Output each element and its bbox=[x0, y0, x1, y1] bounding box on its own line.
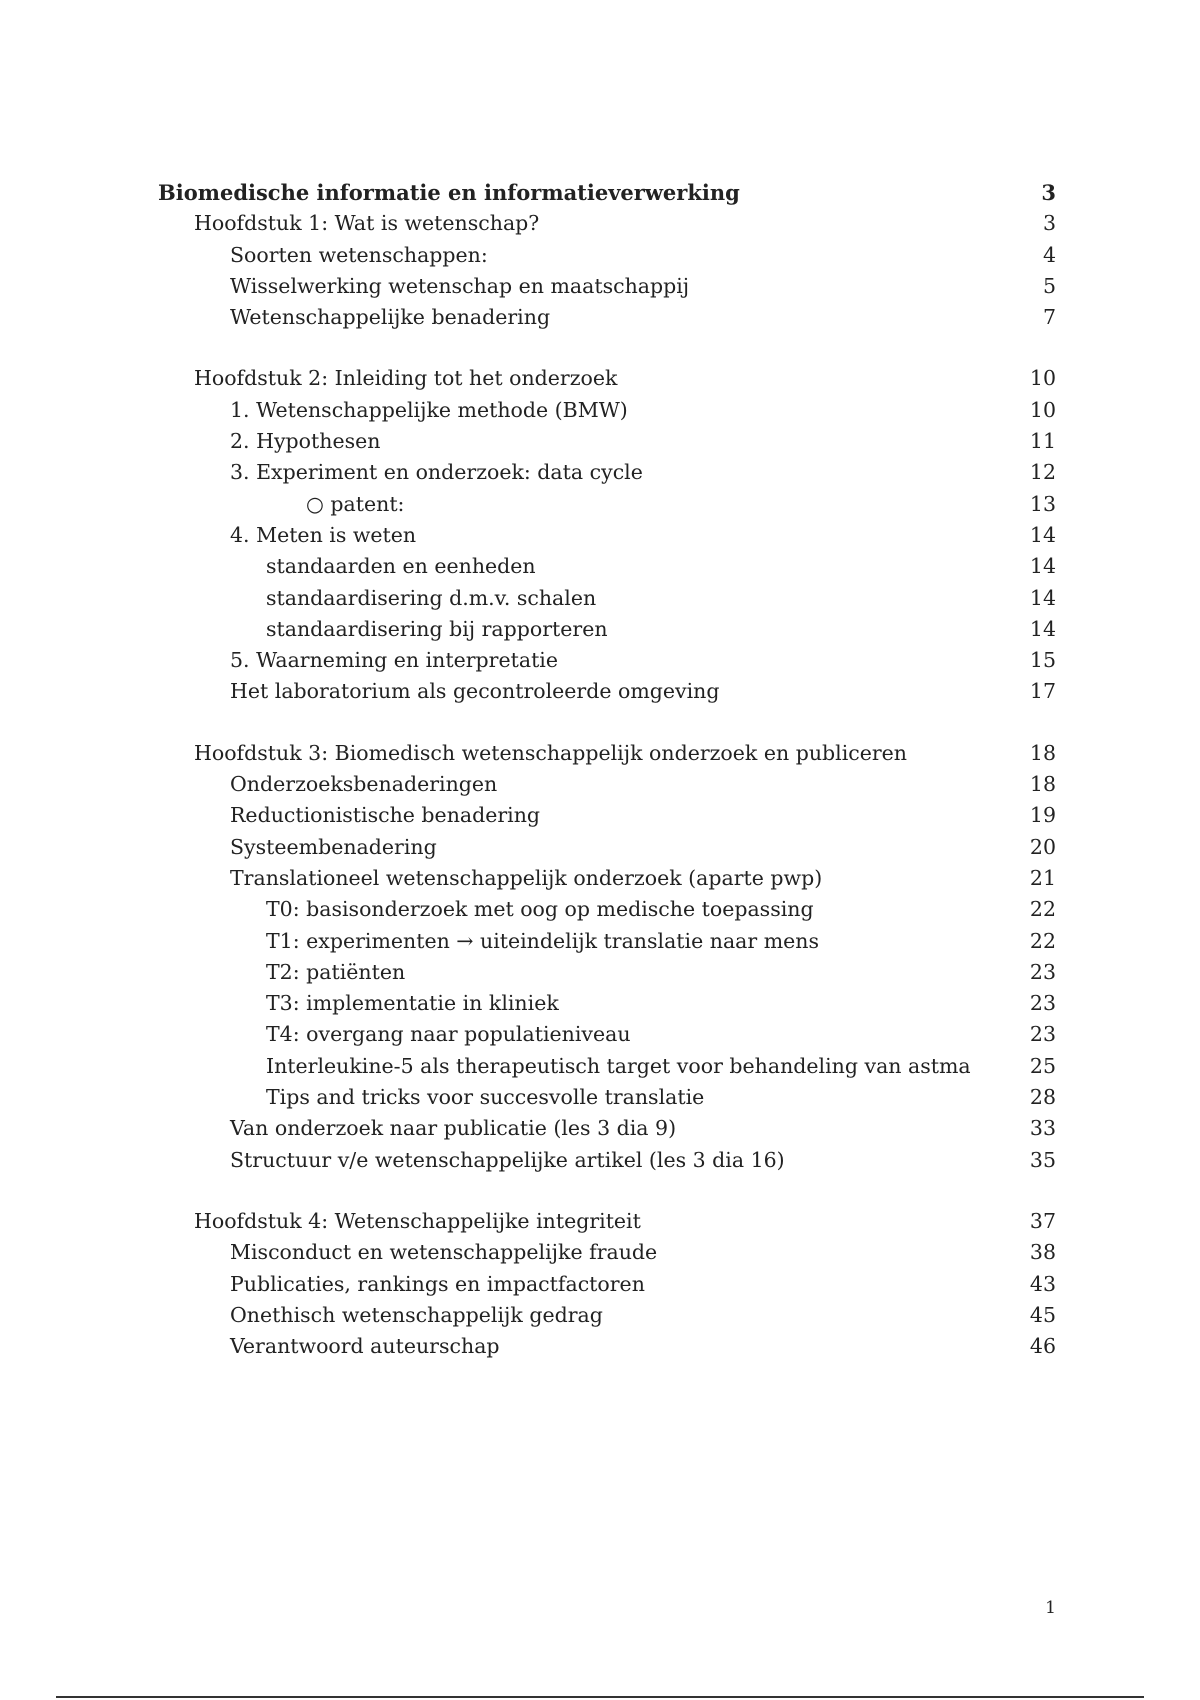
toc-entry-label: Onderzoeksbenaderingen bbox=[230, 772, 498, 797]
toc-entry-label: Het laboratorium als gecontroleerde omgeving bbox=[230, 679, 720, 704]
toc-entry-label: T1: experimenten → uiteindelijk translatie naar mens bbox=[266, 928, 820, 953]
toc-entry-page: 3 bbox=[1041, 180, 1056, 205]
toc-entry-page: 15 bbox=[1029, 648, 1056, 673]
toc-entry-subsection[interactable] bbox=[158, 1082, 1056, 1113]
toc-entry-part[interactable] bbox=[158, 177, 1056, 208]
toc-entry-label: T4: overgang naar populatieniveau bbox=[266, 1022, 631, 1047]
toc-entry-label: Translationeel wetenschappelijk onderzoek (aparte pwp) bbox=[230, 865, 823, 890]
toc-entry-label: standaardisering bij rapporteren bbox=[266, 616, 608, 641]
toc-entry-section[interactable] bbox=[158, 1145, 1056, 1176]
toc-entry-section[interactable] bbox=[158, 645, 1056, 676]
toc-entry-label: 3. Experiment en onderzoek: data cycle bbox=[230, 460, 643, 485]
toc-entry-subsection[interactable] bbox=[158, 926, 1056, 957]
toc-entry-label: Hoofdstuk 4: Wetenschappelijke integriteit bbox=[194, 1208, 641, 1233]
toc-entry-page: 18 bbox=[1029, 772, 1056, 797]
toc-entry-page: 33 bbox=[1029, 1116, 1056, 1141]
toc-entry-label: Verantwoord auteurschap bbox=[230, 1334, 500, 1359]
toc-entry-page: 22 bbox=[1029, 928, 1056, 953]
toc-entry-section[interactable] bbox=[158, 1237, 1056, 1268]
toc-entry-page: 13 bbox=[1029, 491, 1056, 516]
toc-entry-label: Hoofdstuk 3: Biomedisch wetenschappelijk onderzoek en publiceren bbox=[194, 740, 908, 765]
toc-entry-label: T3: implementatie in kliniek bbox=[266, 991, 559, 1016]
toc-entry-page: 4 bbox=[1042, 242, 1056, 267]
toc-entry-subsection[interactable] bbox=[158, 1019, 1056, 1050]
toc-entry-subsection[interactable] bbox=[158, 583, 1056, 614]
toc-entry-page: 19 bbox=[1029, 803, 1056, 828]
toc-entry-page: 22 bbox=[1029, 897, 1056, 922]
toc-entry-subsection[interactable] bbox=[158, 614, 1056, 645]
toc-entry-subsection[interactable] bbox=[158, 957, 1056, 988]
toc-entry-subsection[interactable] bbox=[158, 1051, 1056, 1082]
toc-entry-page: 17 bbox=[1029, 679, 1056, 704]
toc-entry-section[interactable] bbox=[158, 1300, 1056, 1331]
toc-entry-section[interactable] bbox=[158, 302, 1056, 333]
toc-entry-section[interactable] bbox=[158, 832, 1056, 863]
toc-entry-page: 10 bbox=[1029, 366, 1056, 391]
toc-entry-page: 3 bbox=[1042, 211, 1056, 236]
toc-entry-label: 2. Hypothesen bbox=[230, 429, 381, 454]
toc-entry-section[interactable] bbox=[158, 769, 1056, 800]
toc-entry-label: Hoofdstuk 2: Inleiding tot het onderzoek bbox=[194, 366, 618, 391]
toc-entry-label: Soorten wetenschappen: bbox=[230, 242, 488, 267]
toc-entry-chapter[interactable] bbox=[158, 738, 1056, 769]
toc-entry-page: 23 bbox=[1029, 959, 1056, 984]
toc-entry-page: 23 bbox=[1029, 991, 1056, 1016]
toc-entry-bullet[interactable] bbox=[158, 489, 1056, 520]
toc-entry-label: Reductionistische benadering bbox=[230, 803, 541, 828]
toc-entry-section[interactable] bbox=[158, 676, 1056, 707]
toc-entry-subsection[interactable] bbox=[158, 988, 1056, 1019]
toc-entry-page: 12 bbox=[1029, 460, 1056, 485]
toc-entry-subsection[interactable] bbox=[158, 551, 1056, 582]
toc-entry-page: 25 bbox=[1029, 1053, 1056, 1078]
toc-entry-page: 28 bbox=[1029, 1085, 1056, 1110]
toc-entry-section[interactable] bbox=[158, 520, 1056, 551]
toc-entry-subsection[interactable] bbox=[158, 894, 1056, 925]
toc-entry-page: 7 bbox=[1042, 305, 1056, 330]
toc-entry-label: Wisselwerking wetenschap en maatschappij bbox=[230, 273, 690, 298]
toc-entry-label: Hoofdstuk 1: Wat is wetenschap? bbox=[194, 211, 540, 236]
toc-entry-label: 5. Waarneming en interpretatie bbox=[230, 648, 558, 673]
page-number: 1 bbox=[1045, 1598, 1056, 1618]
toc-entry-page: 46 bbox=[1029, 1334, 1056, 1359]
toc-entry-page: 14 bbox=[1029, 522, 1056, 547]
toc-entry-label: ○ patent: bbox=[306, 491, 405, 516]
toc-entry-page: 14 bbox=[1029, 554, 1056, 579]
toc-entry-label: standaarden en eenheden bbox=[266, 554, 536, 579]
toc-entry-section[interactable] bbox=[158, 395, 1056, 426]
toc-entry-label: standaardisering d.m.v. schalen bbox=[266, 585, 597, 610]
toc-entry-label: Onethisch wetenschappelijk gedrag bbox=[230, 1302, 603, 1327]
toc-entry-label: Publicaties, rankings en impactfactoren bbox=[230, 1271, 645, 1296]
toc-entry-page: 35 bbox=[1029, 1147, 1056, 1172]
toc-entry-label: T2: patiënten bbox=[266, 959, 406, 984]
toc-entry-label: Tips and tricks voor succesvolle translatie bbox=[266, 1085, 705, 1110]
toc-entry-label: Systeembenadering bbox=[230, 834, 437, 859]
toc-entry-section[interactable] bbox=[158, 426, 1056, 457]
toc-entry-page: 14 bbox=[1029, 585, 1056, 610]
toc-entry-label: Wetenschappelijke benadering bbox=[230, 305, 551, 330]
toc-entry-label: Structuur v/e wetenschappelijke artikel (les 3 dia 16) bbox=[230, 1147, 785, 1172]
toc-entry-page: 45 bbox=[1029, 1302, 1056, 1327]
toc-entry-page: 21 bbox=[1029, 865, 1056, 890]
toc-entry-section[interactable] bbox=[158, 800, 1056, 831]
toc-entry-section[interactable] bbox=[158, 240, 1056, 271]
toc-entry-label: T0: basisonderzoek met oog op medische toepassing bbox=[266, 897, 814, 922]
toc-entry-section[interactable] bbox=[158, 863, 1056, 894]
toc-entry-page: 18 bbox=[1029, 740, 1056, 765]
toc-entry-page: 23 bbox=[1029, 1022, 1056, 1047]
toc-entry-page: 38 bbox=[1029, 1240, 1056, 1265]
toc-entry-chapter[interactable] bbox=[158, 1206, 1056, 1237]
toc-entry-page: 43 bbox=[1029, 1271, 1056, 1296]
toc-entry-page: 14 bbox=[1029, 616, 1056, 641]
toc-entry-page: 11 bbox=[1029, 429, 1056, 454]
toc-entry-section[interactable] bbox=[158, 1269, 1056, 1300]
toc-entry-page: 10 bbox=[1029, 397, 1056, 422]
toc-entry-label: 4. Meten is weten bbox=[230, 522, 417, 547]
toc-entry-label: Misconduct en wetenschappelijke fraude bbox=[230, 1240, 658, 1265]
toc-entry-chapter[interactable] bbox=[158, 208, 1056, 239]
toc-entry-section[interactable] bbox=[158, 271, 1056, 302]
toc-entry-chapter[interactable] bbox=[158, 363, 1056, 394]
footer-divider bbox=[56, 1696, 1144, 1698]
toc-entry-label: Biomedische informatie en informatieverwerking bbox=[158, 180, 740, 205]
toc-entry-label: Van onderzoek naar publicatie (les 3 dia 9) bbox=[230, 1116, 677, 1141]
toc-entry-page: 5 bbox=[1042, 273, 1056, 298]
toc-entry-section[interactable] bbox=[158, 457, 1056, 488]
toc-entry-label: Interleukine-5 als therapeutisch target voor behandeling van astma bbox=[266, 1053, 971, 1078]
toc-entry-label: 1. Wetenschappelijke methode (BMW) bbox=[230, 397, 628, 422]
toc-entry-page: 20 bbox=[1029, 834, 1056, 859]
toc-entry-page: 37 bbox=[1029, 1208, 1056, 1233]
toc-entry-section[interactable] bbox=[158, 1113, 1056, 1144]
table-of-contents bbox=[158, 177, 1056, 1362]
toc-entry-section[interactable] bbox=[158, 1331, 1056, 1362]
